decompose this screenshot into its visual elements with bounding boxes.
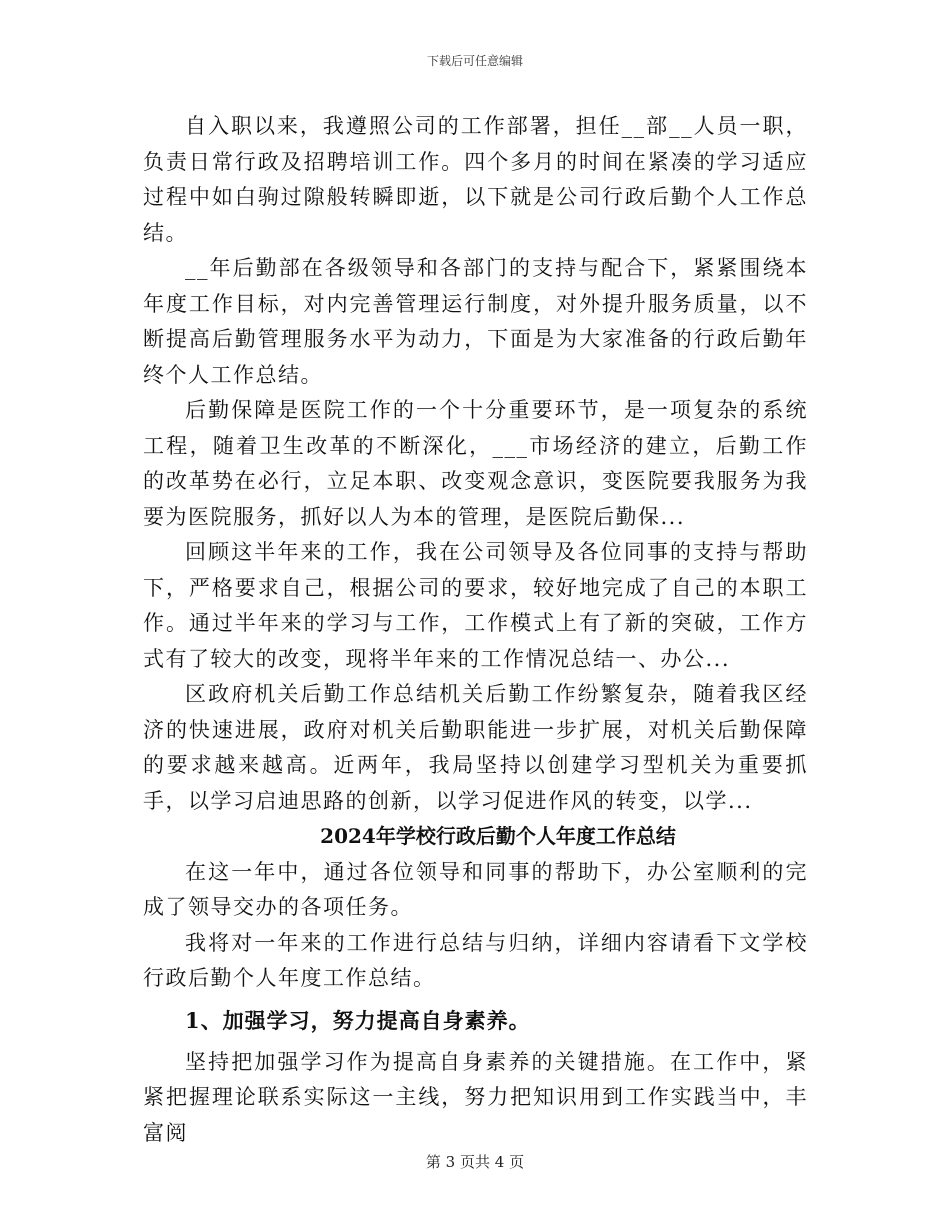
paragraph-section-intro: 在这一年中，通过各位领导和同事的帮助下，办公室顺利的完成了领导交办的各项任务。 — [143, 859, 808, 919]
paragraph-government-logistics: 区政府机关后勤工作总结机关后勤工作纷繁复杂，随着我区经济的快速进展，政府对机关后勤职能进一步扩展，对机关后勤保障的要求越来越高。近两年，我局坚持以创建学习型机关为重要抓手，以学习启迪思路的创新，以学习促进作风的转变，以学... — [143, 682, 808, 813]
paragraph-section-summary: 我将对一年来的工作进行总结与归纳，详细内容请看下文学校行政后勤个人年度工作总结。 — [143, 930, 808, 990]
paragraph-logistics-dept: __年后勤部在各级领导和各部门的支持与配合下，紧紧围绕本年度工作目标，对内完善管理运行制度，对外提升服务质量，以不断提高后勤管理服务水平为动力，下面是为大家准备的行政后勤年终个人工作总结。 — [143, 256, 808, 387]
paragraph-intro: 自入职以来，我遵照公司的工作部署，担任__部__人员一职，负责日常行政及招聘培训工作。四个多月的时间在紧凑的学习适应过程中如白驹过隙般转瞬即逝，以下就是公司行政后勤个人工作总结。 — [143, 114, 808, 245]
document-body — [143, 109, 808, 1151]
paragraph-section-body-1: 坚持把加强学习作为提高自身素养的关键措施。在工作中，紧紧把握理论联系实际这一主线，努力把知识用到工作实践当中，丰富阅 — [143, 1049, 808, 1145]
section-title: 2024年学校行政后勤个人年度工作总结 — [320, 824, 676, 848]
paragraph-half-year-review: 回顾这半年来的工作，我在公司领导及各位同事的支持与帮助下，严格要求自己，根据公司的要求，较好地完成了自己的本职工作。通过半年来的学习与工作，工作模式上有了新的突破，工作方式有了较大的改变，现将半年来的工作情况总结一、办公... — [143, 540, 808, 671]
page-number-footer: 第 3 页共 4 页 — [425, 1153, 525, 1171]
section-heading-1: 1、加强学习，努力提高自身素养。 — [185, 1007, 531, 1033]
page-header-note: 下载后可任意编辑 — [426, 54, 523, 68]
paragraph-hospital-logistics: 后勤保障是医院工作的一个十分重要环节，是一项复杂的系统工程，随着卫生改革的不断深化，___市场经济的建立，后勤工作的改革势在必行，立足本职、改变观念意识，变医院要我服务为我要为医院服务，抓好以人为本的管理，是医院后勤保... — [143, 398, 808, 529]
